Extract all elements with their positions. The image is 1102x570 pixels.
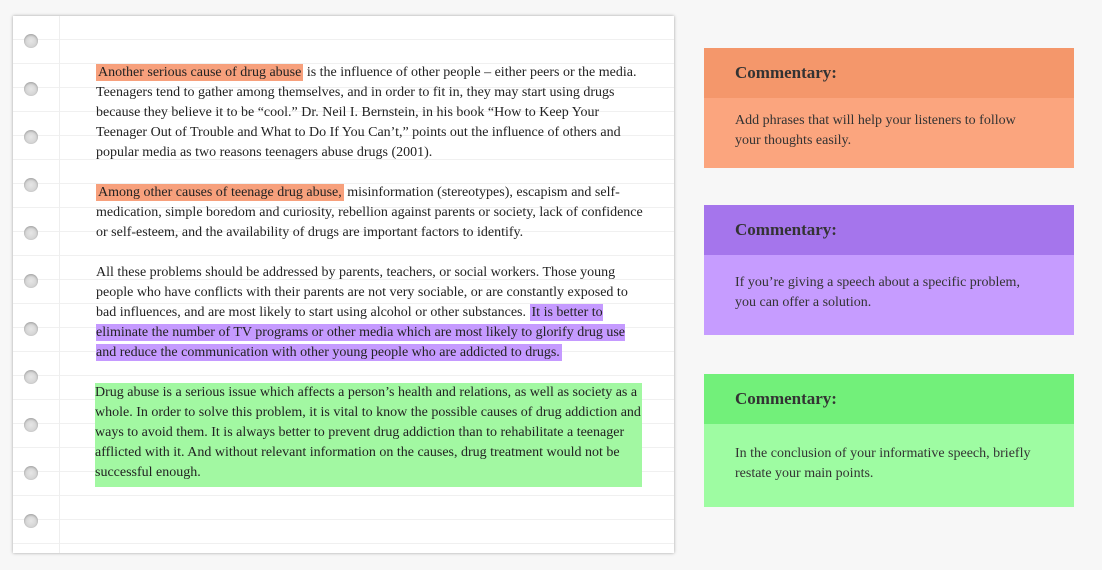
commentary-card-1 (704, 48, 1074, 168)
paragraph-causes (96, 63, 644, 163)
binder-hole (24, 178, 38, 192)
binder-hole (24, 514, 38, 528)
binder-hole (24, 226, 38, 240)
paragraph-solution (96, 263, 644, 363)
commentary-title: Commentary: (704, 374, 1074, 424)
binder-hole (24, 322, 38, 336)
highlight-orange: Among other causes of teenage drug abuse, (98, 185, 342, 200)
binder-hole (24, 82, 38, 96)
binder-hole (24, 418, 38, 432)
commentary-text: In the conclusion of your informative speech, briefly restate your main points. (704, 424, 1074, 507)
paragraph-text: misinformation (stereotypes), escapism and self-medication, simple boredom and curiosity, rebellion against parents or society, lack of confidence or self-esteem, and the availability of drugs are important factors to identify. (96, 185, 643, 240)
commentary-title: Commentary: (704, 205, 1074, 255)
binder-hole (24, 370, 38, 384)
binder-hole (24, 130, 38, 144)
commentary-card-2 (704, 205, 1074, 335)
paragraph-other-causes (96, 183, 644, 243)
binder-hole (24, 34, 38, 48)
notebook-paper (13, 16, 674, 553)
commentary-text: Add phrases that will help your listeners to follow your thoughts easily. (704, 98, 1074, 168)
commentary-text: If you’re giving a speech about a specific problem, you can offer a solution. (704, 255, 1074, 335)
commentary-title: Commentary: (704, 48, 1074, 98)
binder-hole (24, 274, 38, 288)
highlight-purple: It is better to eliminate the number of TV programs or other media which are most likely to glorify drug use and reduce the communication with other young people who are addicted to drugs. (96, 305, 626, 360)
paragraph-text: All these problems should be addressed by parents, teachers, or social workers. Those young people who have conflicts with their parents are not very sociable, or are constantly exposed to bad influences, and are most likely to start using alcohol or other substances. (96, 265, 628, 320)
commentary-card-3 (704, 374, 1074, 507)
binder-hole (24, 466, 38, 480)
paragraph-text: is the influence of other people – either peers or the media. Teenagers tend to gather among themselves, and in order to fit in, they may start using drugs because they believe it to be “cool.” Dr. Neil I. Bernstein, in his book “How to Keep Your Teenager Out of Trouble and What to Do If You Can’t,” points out the influence of others and popular media as two reasons teenagers abuse drugs (2001). (96, 65, 637, 160)
paragraph-conclusion (95, 383, 642, 487)
highlight-orange: Another serious cause of drug abuse (98, 65, 302, 80)
highlight-green: Drug abuse is a serious issue which affects a person’s health and relations, as well as society as a whole. In order to solve this problem, it is vital to know the possible causes of drug addiction and ways to avoid them. It is always better to prevent drug addiction than to rehabilitate a teenager afflicted with it. And without relevant information on the causes, drug treatment would not be successful enough. (95, 385, 641, 480)
